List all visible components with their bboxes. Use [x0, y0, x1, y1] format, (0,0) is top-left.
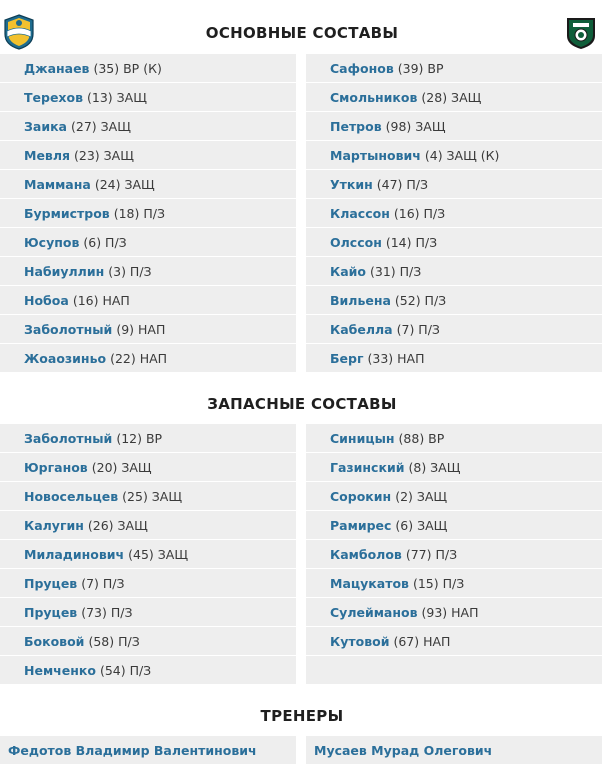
player-row — [306, 83, 602, 111]
player-number-position: (98) ЗАЩ — [385, 118, 446, 134]
player-number-position: (88) ВР — [398, 430, 445, 446]
player-number-position: (28) ЗАЩ — [421, 89, 482, 105]
player-name-link[interactable]: Бурмистров — [24, 205, 110, 221]
away-coach — [306, 736, 602, 765]
player-number-position: (24) ЗАЩ — [94, 176, 155, 192]
player-number-position: (7) П/З — [396, 321, 440, 337]
player-number-position: (22) НАП — [110, 350, 168, 366]
player-name-link[interactable]: Кутовой — [330, 633, 390, 649]
player-number-position: (25) ЗАЩ — [122, 488, 183, 504]
player-number-position: (7) П/З — [81, 575, 125, 591]
player-name-link[interactable]: Мартынович — [330, 147, 421, 163]
player-row — [306, 257, 602, 285]
player-row — [306, 453, 602, 481]
coach-row — [306, 736, 602, 764]
coach-row — [0, 736, 296, 764]
player-row — [306, 424, 602, 452]
subs-lineups-title: ЗАПАСНЫЕ СОСТАВЫ — [207, 395, 397, 413]
player-number-position: (4) ЗАЩ (К) — [424, 147, 500, 163]
player-row — [0, 424, 296, 452]
player-row — [0, 315, 296, 343]
player-number-position: (93) НАП — [421, 604, 479, 620]
player-row — [306, 598, 602, 626]
player-row — [0, 141, 296, 169]
player-number-position: (45) ЗАЩ — [128, 546, 188, 562]
player-row — [306, 540, 602, 568]
player-number-position: (58) П/З — [88, 633, 140, 649]
player-name-link[interactable]: Маммана — [24, 176, 91, 192]
player-row — [0, 482, 296, 510]
player-number-position: (18) П/З — [113, 205, 165, 221]
player-number-position: (6) ЗАЩ — [395, 517, 448, 533]
player-name-link[interactable]: Пруцев — [24, 575, 78, 591]
player-name-link[interactable]: Калугин — [24, 517, 84, 533]
player-name-link[interactable]: Мацукатов — [330, 575, 409, 591]
player-number-position: (73) П/З — [81, 604, 133, 620]
player-row — [0, 286, 296, 314]
player-number-position: (16) НАП — [72, 292, 130, 308]
player-name-link[interactable]: Петров — [330, 118, 382, 134]
player-number-position: (77) П/З — [405, 546, 458, 562]
player-name-link[interactable]: Заика — [24, 118, 67, 134]
player-number-position: (33) НАП — [367, 350, 425, 366]
player-number-position: (27) ЗАЩ — [71, 118, 131, 134]
player-number-position: (67) НАП — [393, 633, 451, 649]
player-number-position: (3) П/З — [108, 263, 152, 279]
player-name-link[interactable]: Миладинович — [24, 546, 125, 562]
player-row — [0, 83, 296, 111]
player-name-link[interactable]: Новосельцев — [24, 488, 119, 504]
player-row — [0, 627, 296, 655]
player-row — [306, 315, 602, 343]
player-row — [306, 511, 602, 539]
player-row — [0, 344, 296, 372]
player-name-link[interactable]: Заболотный — [24, 321, 113, 337]
player-number-position: (6) П/З — [83, 234, 127, 250]
player-number-position: (20) ЗАЩ — [91, 459, 152, 475]
empty-row — [306, 656, 602, 684]
player-row — [0, 170, 296, 198]
player-name-link[interactable]: Нобоа — [24, 292, 69, 308]
player-row — [306, 228, 602, 256]
player-number-position: (54) П/З — [99, 662, 152, 678]
player-name-link[interactable]: Сулейманов — [330, 604, 418, 620]
player-number-position: (52) П/З — [394, 292, 447, 308]
coaches-title: ТРЕНЕРЫ — [260, 707, 344, 725]
player-row — [306, 482, 602, 510]
player-name-link[interactable]: Уткин — [330, 176, 373, 192]
player-row — [306, 199, 602, 227]
player-row — [306, 627, 602, 655]
player-number-position: (16) П/З — [393, 205, 446, 221]
player-number-position: (26) ЗАЩ — [87, 517, 148, 533]
player-name-link[interactable]: Юрганов — [24, 459, 88, 475]
home-subs-lineup — [0, 424, 296, 685]
player-name-link[interactable]: Юсупов — [24, 234, 80, 250]
player-row — [0, 511, 296, 539]
player-name-link[interactable]: Джанаев — [24, 60, 90, 76]
player-name-link[interactable]: Вильена — [330, 292, 391, 308]
player-row — [306, 141, 602, 169]
player-row — [306, 170, 602, 198]
player-name-link[interactable]: Жоаозиньо — [24, 350, 107, 366]
player-row — [306, 54, 602, 82]
player-number-position: (13) ЗАЩ — [87, 89, 147, 105]
main-lineups-title: ОСНОВНЫЕ СОСТАВЫ — [205, 24, 399, 42]
player-name-link[interactable]: Берг — [330, 350, 364, 366]
player-row — [306, 344, 602, 372]
player-number-position: (9) НАП — [116, 321, 166, 337]
player-name-link[interactable]: Пруцев — [24, 604, 78, 620]
player-name-link[interactable]: Камболов — [330, 546, 402, 562]
player-number-position: (35) ВР (К) — [93, 60, 162, 76]
player-row — [0, 569, 296, 597]
player-name-link[interactable]: Олссон — [330, 234, 382, 250]
player-row — [0, 228, 296, 256]
player-name-link[interactable]: Кайо — [330, 263, 366, 279]
player-number-position: (15) П/З — [412, 575, 465, 591]
player-number-position: (12) ВР — [116, 430, 163, 446]
player-name-link[interactable]: Немченко — [24, 662, 96, 678]
player-name-link[interactable]: Мевля — [24, 147, 71, 163]
player-row — [306, 286, 602, 314]
player-row — [0, 540, 296, 568]
player-row — [0, 656, 296, 684]
player-row — [0, 257, 296, 285]
player-number-position: (8) ЗАЩ — [408, 459, 461, 475]
player-number-position: (39) ВР — [397, 60, 444, 76]
player-name-link[interactable]: Классон — [330, 205, 390, 221]
player-row — [0, 199, 296, 227]
home-coach — [0, 736, 296, 765]
player-name-link[interactable]: Синицын — [330, 430, 395, 446]
player-number-position: (31) П/З — [370, 263, 422, 279]
player-number-position: (23) ЗАЩ — [74, 147, 134, 163]
player-number-position: (47) П/З — [376, 176, 429, 192]
away-main-lineup — [306, 54, 602, 373]
player-number-position: (14) П/З — [385, 234, 438, 250]
player-name-link[interactable]: Заболотный — [24, 430, 113, 446]
player-name-link[interactable]: Смольников — [330, 89, 418, 105]
player-name-link[interactable]: Терехов — [24, 89, 83, 105]
player-name-link[interactable]: Кабелла — [330, 321, 393, 337]
player-name-link[interactable]: Рамирес — [330, 517, 392, 533]
player-row — [0, 453, 296, 481]
player-name-link[interactable]: Газинский — [330, 459, 405, 475]
player-row — [0, 112, 296, 140]
player-number-position: (2) ЗАЩ — [395, 488, 448, 504]
home-main-lineup — [0, 54, 296, 373]
player-name-link[interactable]: Боковой — [24, 633, 85, 649]
player-row — [0, 54, 296, 82]
player-row — [306, 569, 602, 597]
player-name-link[interactable]: Сорокин — [330, 488, 392, 504]
player-row — [306, 112, 602, 140]
home-coach-name[interactable]: Федотов Владимир Валентинович — [8, 742, 257, 758]
away-coach-name[interactable]: Мусаев Мурад Олегович — [314, 742, 493, 758]
player-name-link[interactable]: Сафонов — [330, 60, 394, 76]
player-name-link[interactable]: Набиуллин — [24, 263, 105, 279]
player-row — [0, 598, 296, 626]
away-subs-lineup — [306, 424, 602, 685]
